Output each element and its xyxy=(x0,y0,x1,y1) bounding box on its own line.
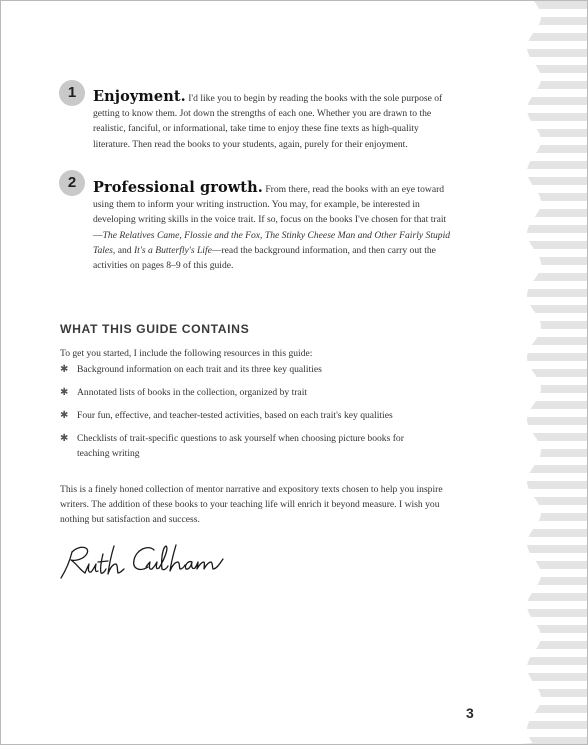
stripe xyxy=(520,225,587,233)
asterisk-bullet-icon: ✱ xyxy=(60,364,69,375)
list-item-text: Background information on each trait and its three key qualities xyxy=(77,364,322,375)
list-item-text: Annotated lists of books in the collection, organized by trait xyxy=(77,387,308,398)
book-titles: The Relatives Came, Flossie and the Fox, The Stinky Cheese Man and Other Fairly Stupid Tales, xyxy=(93,229,451,256)
stripe xyxy=(520,41,587,49)
signature-image xyxy=(58,538,228,582)
stripe xyxy=(520,537,587,545)
stripe xyxy=(520,473,587,481)
stripe xyxy=(520,233,587,241)
asterisk-bullet-icon: ✱ xyxy=(60,433,69,444)
list-item-text: Checklists of trait-specific questions to ask yourself when choosing picture books for teaching writing xyxy=(77,433,404,460)
conjunction: and xyxy=(115,244,134,256)
striped-margin-band xyxy=(520,1,587,744)
stripe xyxy=(520,105,587,113)
item-text-end: —read the background information, and then carry out the activities on pages 8–9 of this guide. xyxy=(93,244,436,272)
section-heading: WHAT THIS GUIDE CONTAINS xyxy=(60,322,250,336)
item-heading: Enjoyment. xyxy=(93,88,186,105)
stripe xyxy=(520,297,587,305)
stripe xyxy=(520,409,587,417)
item-text: From there, read the books with an eye toward using them to inform your writing instruction. You may, for example, be interested in developing writing skills in the voice trait. If so, focus on the books I've chosen for that trait— xyxy=(93,184,447,241)
stripe xyxy=(520,353,587,361)
stripe xyxy=(520,657,587,665)
asterisk-bullet-icon: ✱ xyxy=(60,410,69,421)
stripe xyxy=(520,545,587,553)
item-heading: Professional growth. xyxy=(93,179,263,196)
stripe xyxy=(520,601,587,609)
item-text: I'd like you to begin by reading the books with the sole purpose of getting to know them. Jot down the strengths of each one. Whether you are drawn to the realistic, fanciful, or informational, take time to enjoy these fine texts as high-quality literature. Then read the books to your students, again, purely for their enjoyment. xyxy=(93,93,443,150)
stripe xyxy=(520,289,587,297)
stripe xyxy=(520,49,587,57)
closing-paragraph: This is a finely honed collection of mentor narrative and expository texts chosen to help you inspire writers. The addition of these books to your teaching life will enrich it beyond measure. I wish you nothing but satisfaction and success. xyxy=(60,484,443,526)
stripe xyxy=(520,729,587,737)
section-intro: To get you started, I include the following resources in this guide: xyxy=(60,348,313,359)
number-badge-label: 2 xyxy=(67,174,77,191)
book-title: It's a Butterfly's Life xyxy=(133,244,212,256)
number-badge-label: 1 xyxy=(67,84,77,101)
stripe xyxy=(520,665,587,673)
stripe xyxy=(520,169,587,177)
number-badge-1 xyxy=(59,80,85,106)
item-enjoyment xyxy=(93,89,453,152)
number-badge-2 xyxy=(59,170,85,196)
stripe xyxy=(520,481,587,489)
stripe xyxy=(520,161,587,169)
item-professional-growth xyxy=(93,180,453,273)
stripe xyxy=(520,417,587,425)
asterisk-bullet-icon: ✱ xyxy=(60,387,69,398)
page-number: 3 xyxy=(466,705,474,721)
stripe xyxy=(520,721,587,729)
list-item-text: Four fun, effective, and teacher-tested activities, based on each trait's key qualities xyxy=(77,410,393,421)
